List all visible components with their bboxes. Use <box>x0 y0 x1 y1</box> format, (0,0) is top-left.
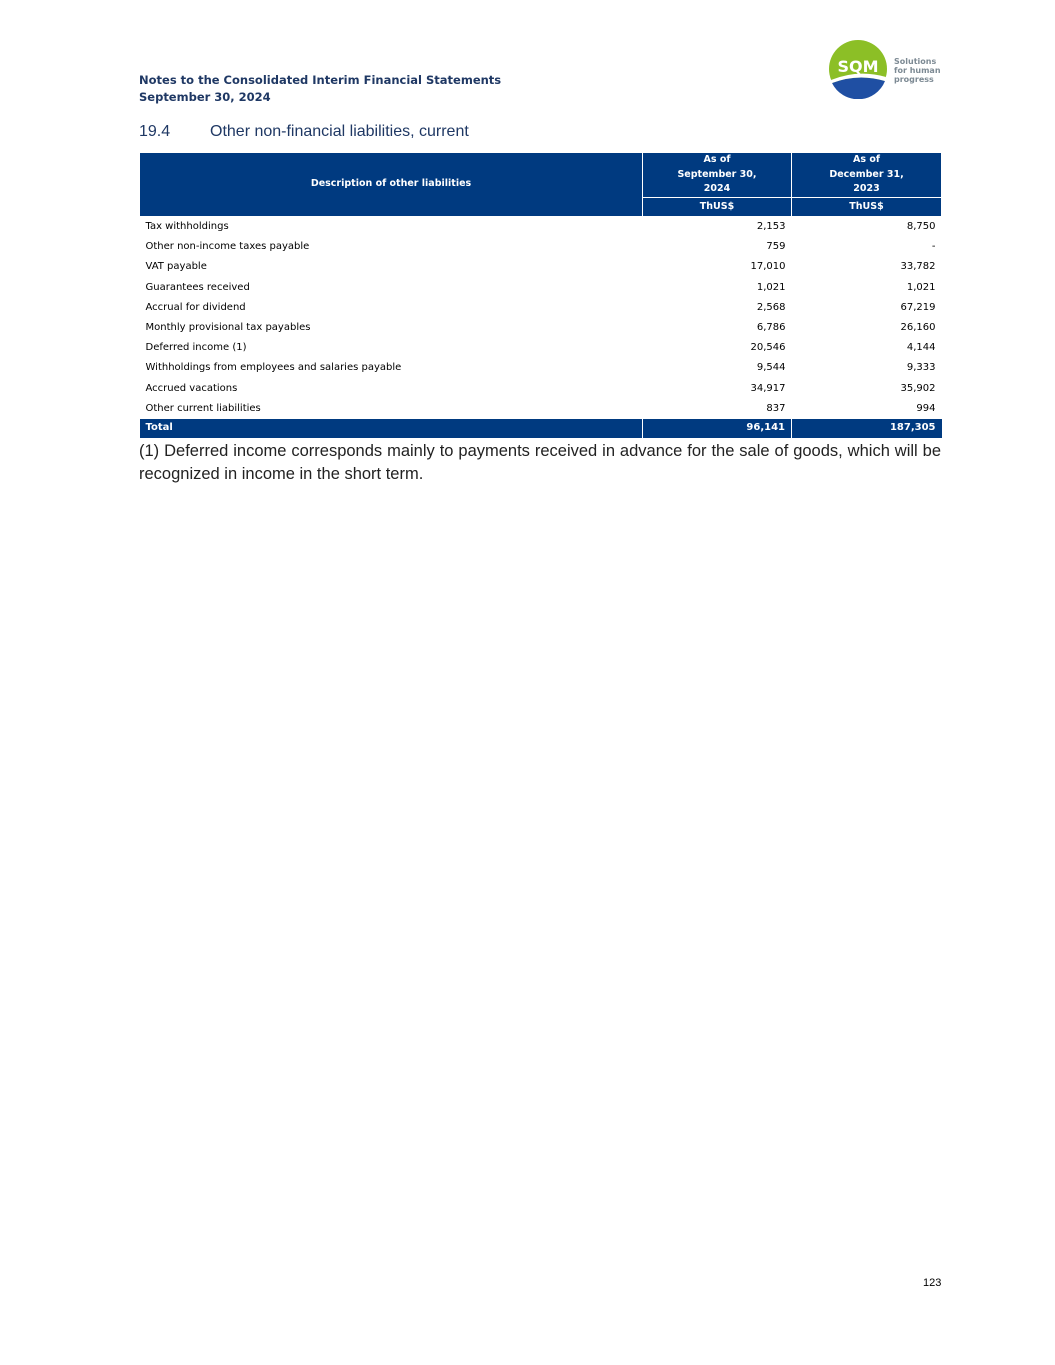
row-label: Other current liabilities <box>145 402 261 414</box>
unit-header-1: ThUS$ <box>643 198 792 217</box>
row-value-2024: 17,010 <box>750 261 786 273</box>
row-label: Withholdings from employees and salaries payable <box>145 362 402 374</box>
logo-tagline-3: progress <box>894 75 934 84</box>
logo-tagline-2: for human <box>894 66 941 75</box>
row-label: Accrual for dividend <box>145 301 246 313</box>
logo-mark-text: SQM <box>837 57 879 76</box>
row-value-2024: 1,021 <box>756 281 786 293</box>
row-value-2024: 837 <box>766 402 786 414</box>
row-value-2023: 35,902 <box>900 382 936 394</box>
row-label: Tax withholdings <box>145 221 229 233</box>
col-header-sep-2024 <box>643 153 792 198</box>
table-row <box>140 338 942 358</box>
col1-header-line-2: September 30, <box>677 168 757 180</box>
total-row <box>140 419 942 438</box>
row-label: Accrued vacations <box>145 382 238 394</box>
sqm-logo <box>828 39 943 99</box>
col2-header-line-3: 2023 <box>853 183 880 195</box>
row-value-2023: 26,160 <box>900 322 936 334</box>
row-value-2024: 6,786 <box>756 322 786 334</box>
footnote: (1) Deferred income corresponds mainly to payments received in advance for the sale of goods, which will be recognized in income in the short term. <box>139 442 941 483</box>
liabilities-table <box>139 152 942 438</box>
page-number: 123 <box>923 1277 942 1289</box>
row-value-2024: 34,917 <box>750 382 786 394</box>
row-value-2024: 9,544 <box>756 362 786 374</box>
table-row <box>140 399 942 419</box>
table-row <box>140 257 942 277</box>
row-value-2023: 67,219 <box>900 301 936 313</box>
row-label: Monthly provisional tax payables <box>145 322 311 334</box>
section-heading <box>139 123 469 141</box>
logo-blue-wave <box>832 77 885 99</box>
total-label: Total <box>140 419 643 438</box>
row-label: VAT payable <box>145 261 207 273</box>
table-row <box>140 298 942 318</box>
section-number: 19.4 <box>139 123 171 140</box>
row-label: Other non-income taxes payable <box>145 241 310 253</box>
row-value-2023: 994 <box>916 402 936 414</box>
table-row <box>140 379 942 399</box>
row-value-2023: 8,750 <box>906 221 936 233</box>
total-value-2024: 96,141 <box>643 419 792 438</box>
table-row <box>140 278 942 298</box>
row-value-2024: 759 <box>766 241 786 253</box>
table-row <box>140 318 942 338</box>
document-header <box>139 72 501 106</box>
row-value-2024: 20,546 <box>750 342 786 354</box>
col2-header-line-2: December 31, <box>829 168 904 180</box>
description-header: Description of other liabilities <box>140 153 643 217</box>
unit-header-2: ThUS$ <box>792 198 942 217</box>
row-value-2023: 9,333 <box>906 362 936 374</box>
col2-header-line-1: As of <box>853 154 880 166</box>
row-label: Deferred income (1) <box>145 342 247 354</box>
header-line-2: September 30, 2024 <box>139 90 271 104</box>
row-value-2023: - <box>931 241 936 253</box>
row-label: Guarantees received <box>145 281 250 293</box>
total-value-2023: 187,305 <box>792 419 942 438</box>
header-line-1: Notes to the Consolidated Interim Financial Statements <box>139 73 502 87</box>
row-value-2024: 2,568 <box>756 301 786 313</box>
col-header-dec-2023 <box>792 153 942 198</box>
row-value-2024: 2,153 <box>756 221 786 233</box>
logo-tagline-1: Solutions <box>894 57 937 66</box>
table-row <box>140 237 942 257</box>
row-value-2023: 1,021 <box>906 281 936 293</box>
col1-header-line-1: As of <box>703 154 731 166</box>
col1-header-line-3: 2024 <box>703 183 731 195</box>
table-row <box>140 358 942 378</box>
row-value-2023: 33,782 <box>900 261 936 273</box>
row-value-2023: 4,144 <box>906 342 936 354</box>
table-row <box>140 217 942 238</box>
section-title: Other non-financial liabilities, current <box>210 123 469 140</box>
